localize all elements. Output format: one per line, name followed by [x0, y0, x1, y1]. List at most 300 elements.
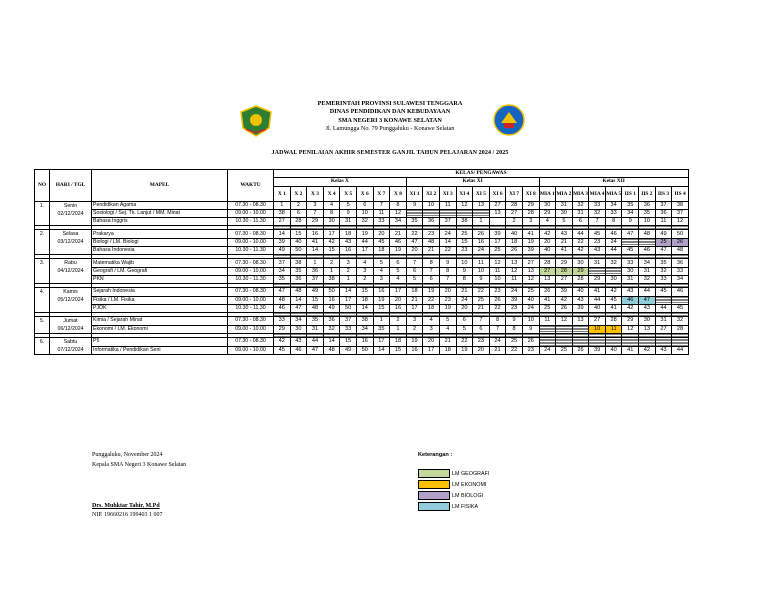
proctor-cell: 35 — [373, 325, 390, 334]
proctor-cell: 43 — [340, 238, 357, 246]
proctor-cell: 32 — [572, 201, 589, 209]
day-number: 2. — [35, 230, 50, 255]
proctor-cell: 25 — [556, 346, 573, 355]
proctor-cell: 4 — [439, 325, 456, 334]
proctor-cell: 13 — [539, 275, 556, 283]
proctor-cell: 15 — [456, 238, 473, 246]
proctor-cell: 45 — [605, 296, 622, 304]
proctor-cell: 2 — [390, 317, 407, 326]
proctor-cell: 2 — [340, 267, 357, 275]
proctor-cell — [622, 338, 639, 347]
proctor-cell: 32 — [605, 259, 622, 267]
col-header: XI 2 — [423, 186, 440, 201]
proctor-cell: 1 — [274, 201, 291, 209]
day-name: Kamis — [63, 289, 78, 296]
proctor-cell: 7 — [307, 209, 324, 217]
time-cell: 07.30 - 08.30 — [228, 230, 274, 238]
col-header: XI 7 — [506, 186, 523, 201]
time-cell: 07.30 - 08.30 — [228, 259, 274, 267]
subject-cell: PKN — [92, 275, 228, 283]
legend-label: LM GEOGRAFI — [452, 470, 490, 477]
proctor-cell: 49 — [655, 230, 672, 238]
proctor-cell: 8 — [323, 209, 340, 217]
proctor-cell: 26 — [556, 304, 573, 312]
proctor-cell: 17 — [356, 247, 373, 255]
proctor-cell: 15 — [307, 296, 324, 304]
proctor-cell: 9 — [456, 267, 473, 275]
proctor-cell: 2 — [356, 275, 373, 283]
proctor-cell: 4 — [539, 218, 556, 226]
proctor-cell: 3 — [406, 317, 423, 326]
proctor-cell — [423, 209, 440, 217]
proctor-cell — [605, 338, 622, 347]
day-date — [50, 230, 92, 255]
proctor-cell: 17 — [406, 304, 423, 312]
proctor-cell: 47 — [406, 238, 423, 246]
proctor-cell: 29 — [622, 317, 639, 326]
proctor-cell: 26 — [506, 247, 523, 255]
col-header: X 5 — [340, 186, 357, 201]
proctor-cell — [622, 238, 639, 246]
col-header: XI 4 — [456, 186, 473, 201]
header-kelas-x: Kelas X — [274, 178, 407, 186]
proctor-cell: 36 — [423, 218, 440, 226]
proctor-cell: 5 — [373, 259, 390, 267]
proctor-cell: 28 — [672, 325, 689, 334]
proctor-cell: 2 — [506, 218, 523, 226]
proctor-cell: 38 — [672, 201, 689, 209]
proctor-cell: 31 — [556, 201, 573, 209]
proctor-cell: 41 — [589, 288, 606, 296]
proctor-cell: 49 — [340, 346, 357, 355]
proctor-cell: 32 — [323, 325, 340, 334]
proctor-cell: 39 — [489, 230, 506, 238]
proctor-cell: 30 — [323, 218, 340, 226]
proctor-cell: 1 — [473, 218, 490, 226]
proctor-cell: 38 — [290, 259, 307, 267]
proctor-cell: 11 — [605, 325, 622, 334]
proctor-cell: 27 — [556, 275, 573, 283]
proctor-cell: 47 — [307, 346, 324, 355]
proctor-cell: 16 — [307, 230, 324, 238]
col-header: XI 8 — [522, 186, 539, 201]
proctor-cell: 39 — [506, 296, 523, 304]
proctor-cell: 18 — [406, 288, 423, 296]
proctor-cell — [489, 218, 506, 226]
proctor-cell: 36 — [290, 275, 307, 283]
proctor-cell: 46 — [290, 346, 307, 355]
document-title: JADWAL PENILAIAN AKHIR SEMESTER GANJIL TAHUN PELAJARAN 2024 / 2025 — [271, 150, 509, 156]
time-cell: 07.30 - 08.30 — [228, 201, 274, 209]
letterhead-address: Jl. Lamungga No. 79 Punggaluku - Konawe Selatan — [325, 124, 455, 132]
proctor-cell: 14 — [323, 338, 340, 347]
proctor-cell: 15 — [373, 304, 390, 312]
proctor-cell: 43 — [290, 338, 307, 347]
letterhead — [255, 100, 525, 133]
proctor-cell: 16 — [390, 304, 407, 312]
proctor-cell: 8 — [456, 275, 473, 283]
proctor-cell: 47 — [655, 247, 672, 255]
proctor-cell: 30 — [605, 275, 622, 283]
proctor-cell: 42 — [323, 238, 340, 246]
proctor-cell: 7 — [473, 317, 490, 326]
proctor-cell: 8 — [489, 317, 506, 326]
day-number: 1. — [35, 201, 50, 226]
proctor-cell: 34 — [356, 325, 373, 334]
subject-cell: Kimia / Sejarah Minat — [92, 317, 228, 326]
proctor-cell: 23 — [589, 238, 606, 246]
col-header: MIA 2 — [556, 186, 573, 201]
proctor-cell: 40 — [589, 304, 606, 312]
proctor-cell: 9 — [473, 275, 490, 283]
proctor-cell: 28 — [556, 267, 573, 275]
proctor-cell: 21 — [489, 346, 506, 355]
proctor-cell: 43 — [556, 230, 573, 238]
proctor-cell: 22 — [406, 230, 423, 238]
time-cell: 07.30 - 08.30 — [228, 288, 274, 296]
proctor-cell: 29 — [522, 201, 539, 209]
proctor-cell: 26 — [489, 296, 506, 304]
proctor-cell: 34 — [290, 317, 307, 326]
proctor-cell: 12 — [456, 201, 473, 209]
proctor-cell: 13 — [572, 317, 589, 326]
proctor-cell: 36 — [655, 209, 672, 217]
proctor-cell: 24 — [539, 346, 556, 355]
day-date — [50, 317, 92, 334]
proctor-cell: 10 — [356, 209, 373, 217]
proctor-cell: 21 — [439, 338, 456, 347]
header-hari: HARI / TGL — [50, 170, 92, 202]
proctor-cell: 40 — [605, 346, 622, 355]
col-header: XI 6 — [489, 186, 506, 201]
proctor-cell: 50 — [356, 346, 373, 355]
proctor-cell: 1 — [340, 275, 357, 283]
proctor-cell: 10 — [423, 201, 440, 209]
proctor-cell: 49 — [323, 304, 340, 312]
proctor-cell: 32 — [655, 267, 672, 275]
proctor-cell: 19 — [522, 238, 539, 246]
proctor-cell: 19 — [356, 230, 373, 238]
proctor-cell: 26 — [473, 230, 490, 238]
proctor-cell: 4 — [356, 259, 373, 267]
proctor-cell: 22 — [439, 247, 456, 255]
day-name: Selasa — [62, 231, 79, 238]
proctor-cell: 17 — [489, 238, 506, 246]
proctor-cell: 47 — [622, 230, 639, 238]
proctor-cell: 19 — [373, 296, 390, 304]
proctor-cell: 27 — [655, 325, 672, 334]
proctor-cell: 38 — [323, 275, 340, 283]
proctor-cell: 35 — [655, 259, 672, 267]
proctor-cell: 39 — [274, 238, 291, 246]
proctor-cell: 30 — [572, 259, 589, 267]
proctor-cell: 28 — [522, 209, 539, 217]
time-cell: 10.30 - 11.30 — [228, 247, 274, 255]
time-cell: 07.30 - 08.30 — [228, 338, 274, 347]
proctor-cell: 4 — [390, 275, 407, 283]
proctor-cell: 17 — [323, 230, 340, 238]
proctor-cell: 10 — [522, 317, 539, 326]
proctor-cell — [639, 338, 656, 347]
header-no: NO — [35, 170, 50, 202]
proctor-cell: 42 — [274, 338, 291, 347]
time-cell: 09.00 - 10.00 — [228, 346, 274, 355]
proctor-cell: 6 — [456, 317, 473, 326]
proctor-cell: 20 — [406, 247, 423, 255]
proctor-cell: 12 — [556, 317, 573, 326]
proctor-cell: 33 — [655, 275, 672, 283]
proctor-cell: 37 — [274, 259, 291, 267]
proctor-cell: 46 — [639, 247, 656, 255]
legend-swatch — [418, 469, 450, 478]
proctor-cell: 24 — [506, 288, 523, 296]
col-header: IIS 3 — [655, 186, 672, 201]
proctor-cell: 19 — [406, 338, 423, 347]
proctor-cell: 25 — [522, 288, 539, 296]
proctor-cell: 35 — [639, 209, 656, 217]
proctor-cell: 29 — [589, 275, 606, 283]
proctor-cell: 41 — [622, 346, 639, 355]
proctor-cell: 30 — [622, 267, 639, 275]
proctor-cell: 24 — [439, 230, 456, 238]
proctor-cell: 24 — [605, 238, 622, 246]
proctor-cell: 8 — [423, 259, 440, 267]
proctor-cell: 26 — [672, 238, 689, 246]
subject-cell: Prakarya — [92, 230, 228, 238]
subject-cell: Ekonomi / LM. Ekonomi — [92, 325, 228, 334]
day-date — [50, 259, 92, 284]
proctor-cell: 5 — [439, 317, 456, 326]
proctor-cell — [655, 296, 672, 304]
proctor-cell: 14 — [340, 288, 357, 296]
proctor-cell: 10 — [639, 218, 656, 226]
proctor-cell: 33 — [274, 317, 291, 326]
proctor-cell: 8 — [390, 201, 407, 209]
proctor-cell — [605, 267, 622, 275]
proctor-cell: 48 — [307, 304, 324, 312]
proctor-cell: 36 — [672, 259, 689, 267]
proctor-cell: 27 — [522, 259, 539, 267]
proctor-cell: 36 — [307, 267, 324, 275]
time-cell: 07.30 - 08.30 — [228, 317, 274, 326]
proctor-cell: 10 — [589, 325, 606, 334]
proctor-cell: 44 — [639, 288, 656, 296]
proctor-cell: 32 — [639, 275, 656, 283]
proctor-cell: 35 — [406, 218, 423, 226]
proctor-cell: 41 — [605, 304, 622, 312]
proctor-cell — [556, 325, 573, 334]
proctor-cell: 20 — [373, 230, 390, 238]
proctor-cell: 37 — [439, 218, 456, 226]
proctor-cell: 4 — [323, 201, 340, 209]
proctor-cell: 23 — [473, 338, 490, 347]
proctor-cell: 39 — [589, 346, 606, 355]
proctor-cell: 5 — [556, 218, 573, 226]
proctor-cell: 20 — [423, 338, 440, 347]
proctor-cell: 17 — [390, 288, 407, 296]
proctor-cell: 3 — [307, 201, 324, 209]
proctor-cell: 6 — [423, 275, 440, 283]
table-row — [35, 267, 689, 275]
proctor-cell: 37 — [672, 209, 689, 217]
proctor-cell: 44 — [572, 230, 589, 238]
proctor-cell: 16 — [340, 247, 357, 255]
proctor-cell: 31 — [622, 275, 639, 283]
proctor-cell: 36 — [323, 317, 340, 326]
signature-nip: NIP. 19660216 199403 1 007 — [92, 512, 163, 518]
proctor-cell — [539, 338, 556, 347]
proctor-cell: 3 — [373, 275, 390, 283]
proctor-cell: 41 — [307, 238, 324, 246]
proctor-cell: 25 — [489, 247, 506, 255]
proctor-cell — [672, 296, 689, 304]
proctor-cell: 46 — [622, 296, 639, 304]
proctor-cell: 34 — [639, 259, 656, 267]
col-header: MIA 4 — [589, 186, 606, 201]
proctor-cell: 45 — [274, 346, 291, 355]
proctor-cell: 6 — [390, 259, 407, 267]
proctor-cell: 30 — [290, 325, 307, 334]
proctor-cell: 3 — [423, 325, 440, 334]
col-header: MIA 1 — [539, 186, 556, 201]
proctor-cell: 18 — [340, 230, 357, 238]
proctor-cell — [439, 209, 456, 217]
proctor-cell: 9 — [622, 218, 639, 226]
proctor-cell: 19 — [390, 247, 407, 255]
proctor-cell: 27 — [489, 201, 506, 209]
proctor-cell: 13 — [639, 325, 656, 334]
proctor-cell: 2 — [406, 325, 423, 334]
col-header: X 1 — [274, 186, 291, 201]
proctor-cell: 17 — [340, 296, 357, 304]
proctor-cell: 31 — [340, 218, 357, 226]
legend-swatch — [418, 502, 450, 511]
subject-cell: Sosiologi / Sej. Tk. Lanjut / MM. Minat — [92, 209, 228, 217]
proctor-cell: 41 — [522, 230, 539, 238]
proctor-cell: 29 — [556, 259, 573, 267]
proctor-cell: 44 — [356, 238, 373, 246]
proctor-cell: 47 — [274, 288, 291, 296]
proctor-cell — [655, 338, 672, 347]
proctor-cell: 22 — [423, 296, 440, 304]
proctor-cell: 34 — [672, 275, 689, 283]
proctor-cell: 15 — [340, 338, 357, 347]
table-row — [35, 275, 689, 283]
proctor-cell: 46 — [605, 230, 622, 238]
proctor-cell: 46 — [390, 238, 407, 246]
proctor-cell: 34 — [390, 218, 407, 226]
header-kelas-pengawas: KELAS/ PENGAWAS — [274, 170, 689, 178]
proctor-cell — [473, 209, 490, 217]
proctor-cell: 50 — [340, 304, 357, 312]
signature-role: Kepala SMA Negeri 3 Konawe Selatan — [92, 462, 187, 468]
proctor-cell: 45 — [672, 304, 689, 312]
proctor-cell: 27 — [539, 267, 556, 275]
proctor-cell — [539, 325, 556, 334]
proctor-cell: 27 — [506, 209, 523, 217]
proctor-cell: 22 — [473, 288, 490, 296]
proctor-cell: 33 — [605, 209, 622, 217]
proctor-cell: 14 — [373, 346, 390, 355]
letterhead-line-2: DINAS PENDIDIKAN DAN KEBUDAYAAN — [329, 108, 451, 116]
proctor-cell: 16 — [373, 288, 390, 296]
letterhead-line-1: PEMERINTAH PROVINSI SULAWESI TENGGARA — [317, 100, 463, 107]
proctor-cell: 44 — [589, 296, 606, 304]
proctor-cell: 11 — [439, 201, 456, 209]
subject-cell: Informatika / Pendidikan Seni — [92, 346, 228, 355]
proctor-cell: 23 — [456, 247, 473, 255]
proctor-cell: 40 — [539, 247, 556, 255]
col-header: X 8 — [390, 186, 407, 201]
proctor-cell: 7 — [406, 259, 423, 267]
table-row — [35, 317, 689, 326]
subject-cell: Fisika / LM. Fisika — [92, 296, 228, 304]
proctor-cell: 15 — [356, 288, 373, 296]
proctor-cell: 13 — [522, 267, 539, 275]
proctor-cell: 20 — [539, 238, 556, 246]
proctor-cell — [406, 209, 423, 217]
time-cell: 09.00 - 10.00 — [228, 267, 274, 275]
col-header: X 4 — [323, 186, 340, 201]
proctor-cell: 32 — [356, 218, 373, 226]
proctor-cell: 15 — [323, 247, 340, 255]
proctor-cell: 29 — [572, 267, 589, 275]
subject-cell: PJOK — [92, 304, 228, 312]
proctor-cell: 48 — [274, 296, 291, 304]
subject-cell: Matematika Wajib — [92, 259, 228, 267]
proctor-cell: 42 — [605, 288, 622, 296]
day-name: Sabtu — [63, 339, 78, 346]
subject-cell: Bahasa Inggris — [92, 218, 228, 226]
proctor-cell: 13 — [489, 209, 506, 217]
col-header: MIA 3 — [572, 186, 589, 201]
proctor-cell: 31 — [572, 209, 589, 217]
legend-item — [418, 502, 478, 511]
header-kelas-xi: Kelas XI — [406, 178, 539, 186]
proctor-cell: 49 — [307, 288, 324, 296]
col-header: IIS 2 — [639, 186, 656, 201]
proctor-cell: 13 — [473, 201, 490, 209]
subject-cell: Biologi / LM. Biologi — [92, 238, 228, 246]
proctor-cell: 23 — [439, 296, 456, 304]
proctor-cell: 2 — [323, 259, 340, 267]
legend-title: Keterangan : — [418, 452, 453, 458]
proctor-cell: 31 — [589, 259, 606, 267]
day-number: 6. — [35, 338, 50, 355]
proctor-cell: 48 — [323, 346, 340, 355]
proctor-cell: 20 — [390, 296, 407, 304]
proctor-cell: 30 — [556, 209, 573, 217]
proctor-cell: 10 — [489, 275, 506, 283]
signature-name: Drs. Muhktar Tahir, M.Pd — [92, 503, 160, 509]
signature-place-date: Punggaluku, November 2024 — [92, 452, 163, 458]
proctor-cell: 43 — [655, 346, 672, 355]
proctor-cell: 9 — [406, 201, 423, 209]
proctor-cell: 35 — [274, 275, 291, 283]
proctor-cell: 23 — [522, 346, 539, 355]
proctor-cell: 21 — [556, 238, 573, 246]
proctor-cell: 19 — [456, 346, 473, 355]
proctor-cell: 12 — [522, 275, 539, 283]
proctor-cell: 33 — [373, 218, 390, 226]
proctor-cell: 4 — [373, 267, 390, 275]
subject-cell: P5 — [92, 338, 228, 347]
proctor-cell: 11 — [506, 275, 523, 283]
proctor-cell: 40 — [290, 238, 307, 246]
proctor-cell: 9 — [522, 325, 539, 334]
proctor-cell: 40 — [572, 288, 589, 296]
table-row — [35, 296, 689, 304]
